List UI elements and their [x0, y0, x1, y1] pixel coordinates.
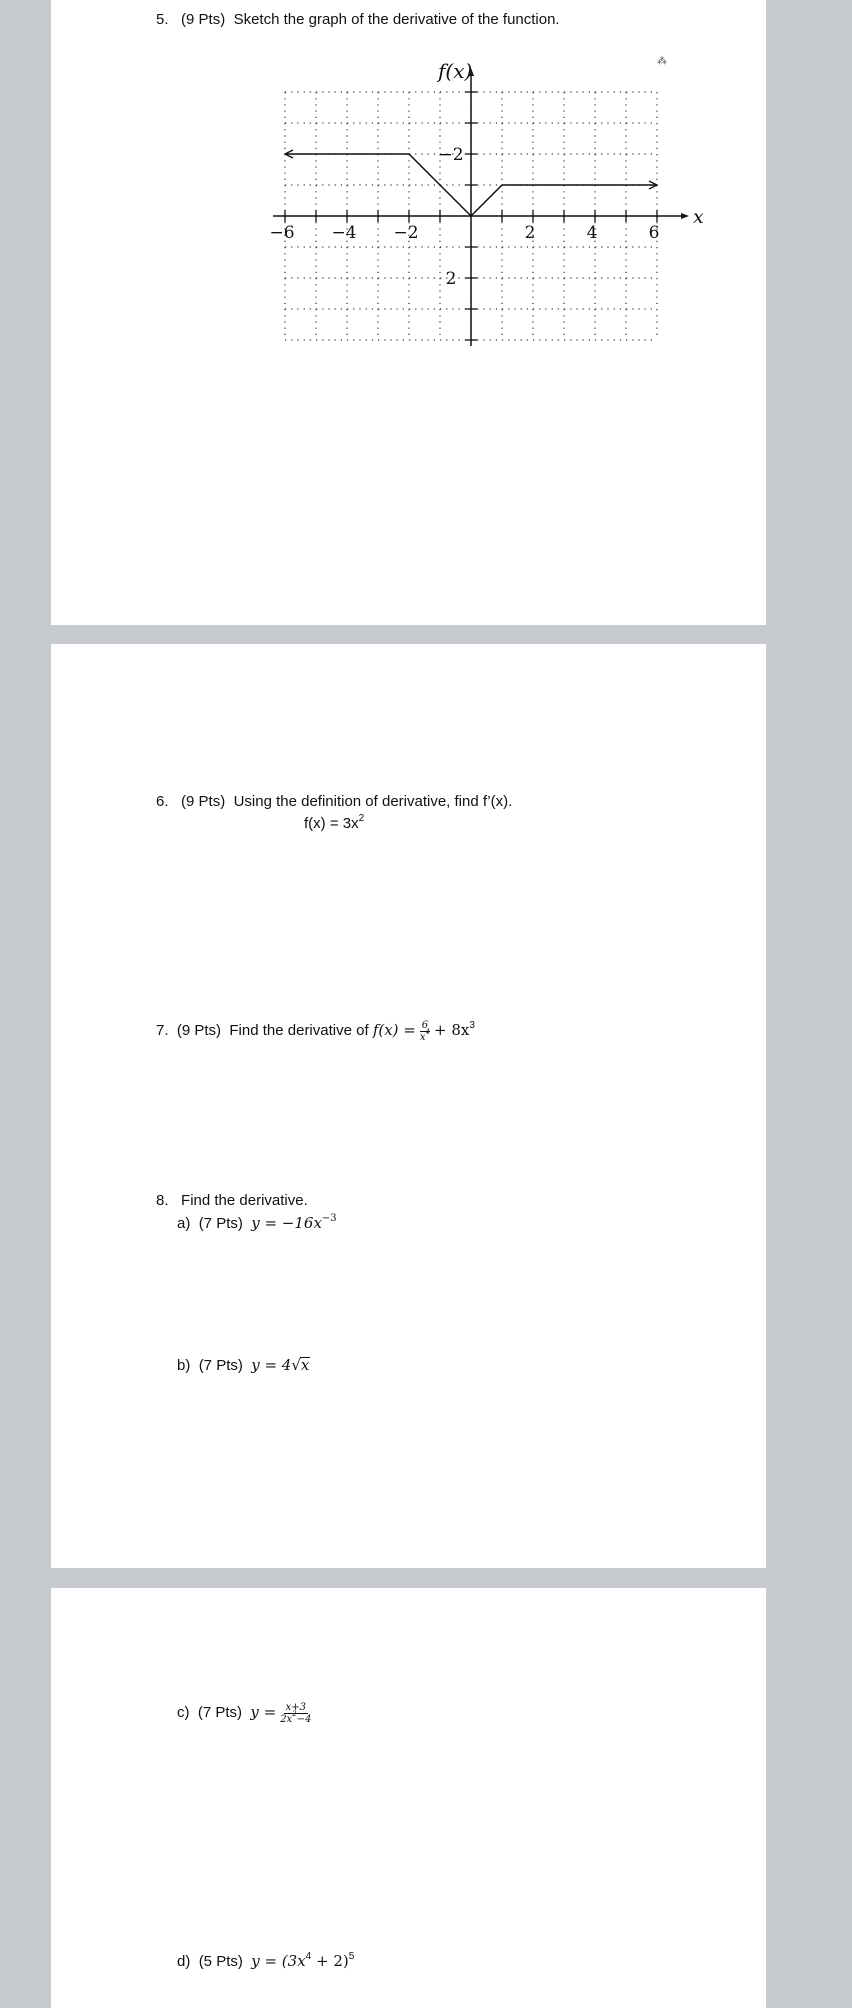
q7-frac-den: x — [419, 1031, 426, 1043]
q8c-points: (7 Pts) — [197, 1704, 243, 1721]
q6-function — [304, 815, 364, 833]
q8c-lhs: y = — [250, 1703, 277, 1721]
q7-points: (9 Pts) — [176, 1022, 222, 1039]
q7-rest-exp: 3 — [469, 1020, 475, 1031]
q8d-label: d) — [177, 1953, 191, 1970]
page-3 — [51, 1588, 766, 2008]
q8c-fraction — [278, 1702, 313, 1725]
x-tick-label: 6 — [648, 223, 660, 243]
question-8 — [156, 1192, 308, 1210]
question-7 — [156, 1018, 475, 1043]
question-8a — [177, 1214, 337, 1233]
q8d-lhs: y = (3x — [251, 1952, 306, 1970]
q8d-exp1: 4 — [305, 1951, 312, 1962]
x-tick-label: −4 — [331, 223, 357, 243]
q8c-den-b: −4 — [296, 1713, 312, 1725]
y-tick-label: 2 — [445, 269, 457, 289]
axis-labels — [269, 59, 704, 289]
q8-text: Find the derivative. — [181, 1192, 308, 1209]
q7-frac-den-exp: 4 — [425, 1028, 430, 1037]
question-5 — [156, 11, 560, 29]
q8b-expr: y = 4 — [251, 1356, 292, 1374]
q5-text: Sketch the graph of the derivative of the function. — [233, 11, 560, 28]
q8a-expr: y = −16x — [251, 1214, 322, 1232]
q8a-exp: −3 — [321, 1213, 337, 1224]
y-tick-label: −2 — [438, 145, 464, 165]
q8b-points: (7 Pts) — [198, 1357, 243, 1374]
question-8b — [177, 1356, 310, 1375]
q8c-den-a: 2x — [280, 1713, 293, 1725]
question-8d — [177, 1952, 354, 1971]
q7-fraction — [418, 1020, 432, 1043]
x-axis-arrow — [681, 213, 689, 219]
q8b-label: b) — [177, 1357, 191, 1374]
x-axis-label: x — [693, 206, 704, 228]
q6-func-base: f(x) = 3x — [304, 815, 359, 832]
function-graph — [211, 58, 711, 358]
x-tick-label: −6 — [269, 223, 295, 243]
q5-points: (9 Pts) — [181, 11, 226, 28]
q6-number: 6. — [156, 793, 169, 810]
q7-lhs: f(x) = — [372, 1021, 416, 1039]
x-tick-label: 4 — [586, 223, 598, 243]
q8d-points: (5 Pts) — [198, 1953, 243, 1970]
q5-number: 5. — [156, 11, 169, 28]
page-2 — [51, 644, 766, 1568]
q7-number: 7. — [156, 1022, 169, 1039]
stray-mark: ⁂ — [657, 56, 667, 67]
q8c-label: c) — [177, 1704, 190, 1721]
q7-text: Find the derivative of — [229, 1022, 369, 1039]
q8d-mid: + 2) — [311, 1952, 349, 1970]
x-tick-label: 2 — [524, 223, 536, 243]
y-axis-label: f(x) — [438, 59, 473, 83]
question-6 — [156, 793, 512, 811]
q6-text: Using the definition of derivative, find f’(x). — [233, 793, 513, 810]
q8a-points: (7 Pts) — [198, 1215, 243, 1232]
q8d-exp2: 5 — [348, 1951, 355, 1962]
page-1 — [51, 0, 766, 625]
q8c-den-exp: 2 — [292, 1710, 297, 1719]
q8-number: 8. — [156, 1192, 169, 1209]
q6-points: (9 Pts) — [181, 793, 226, 810]
question-8c — [177, 1699, 315, 1726]
q8b-radicand: x — [300, 1356, 310, 1374]
q8c-num: x+3 — [285, 1701, 306, 1713]
q8a-label: a) — [177, 1215, 191, 1232]
q7-frac-num: 6 — [421, 1019, 429, 1031]
sqrt-sign: √ — [291, 1356, 301, 1374]
q7-rest: + 8x — [433, 1021, 470, 1039]
x-tick-label: −2 — [393, 223, 419, 243]
q6-func-exp: 2 — [358, 813, 365, 824]
